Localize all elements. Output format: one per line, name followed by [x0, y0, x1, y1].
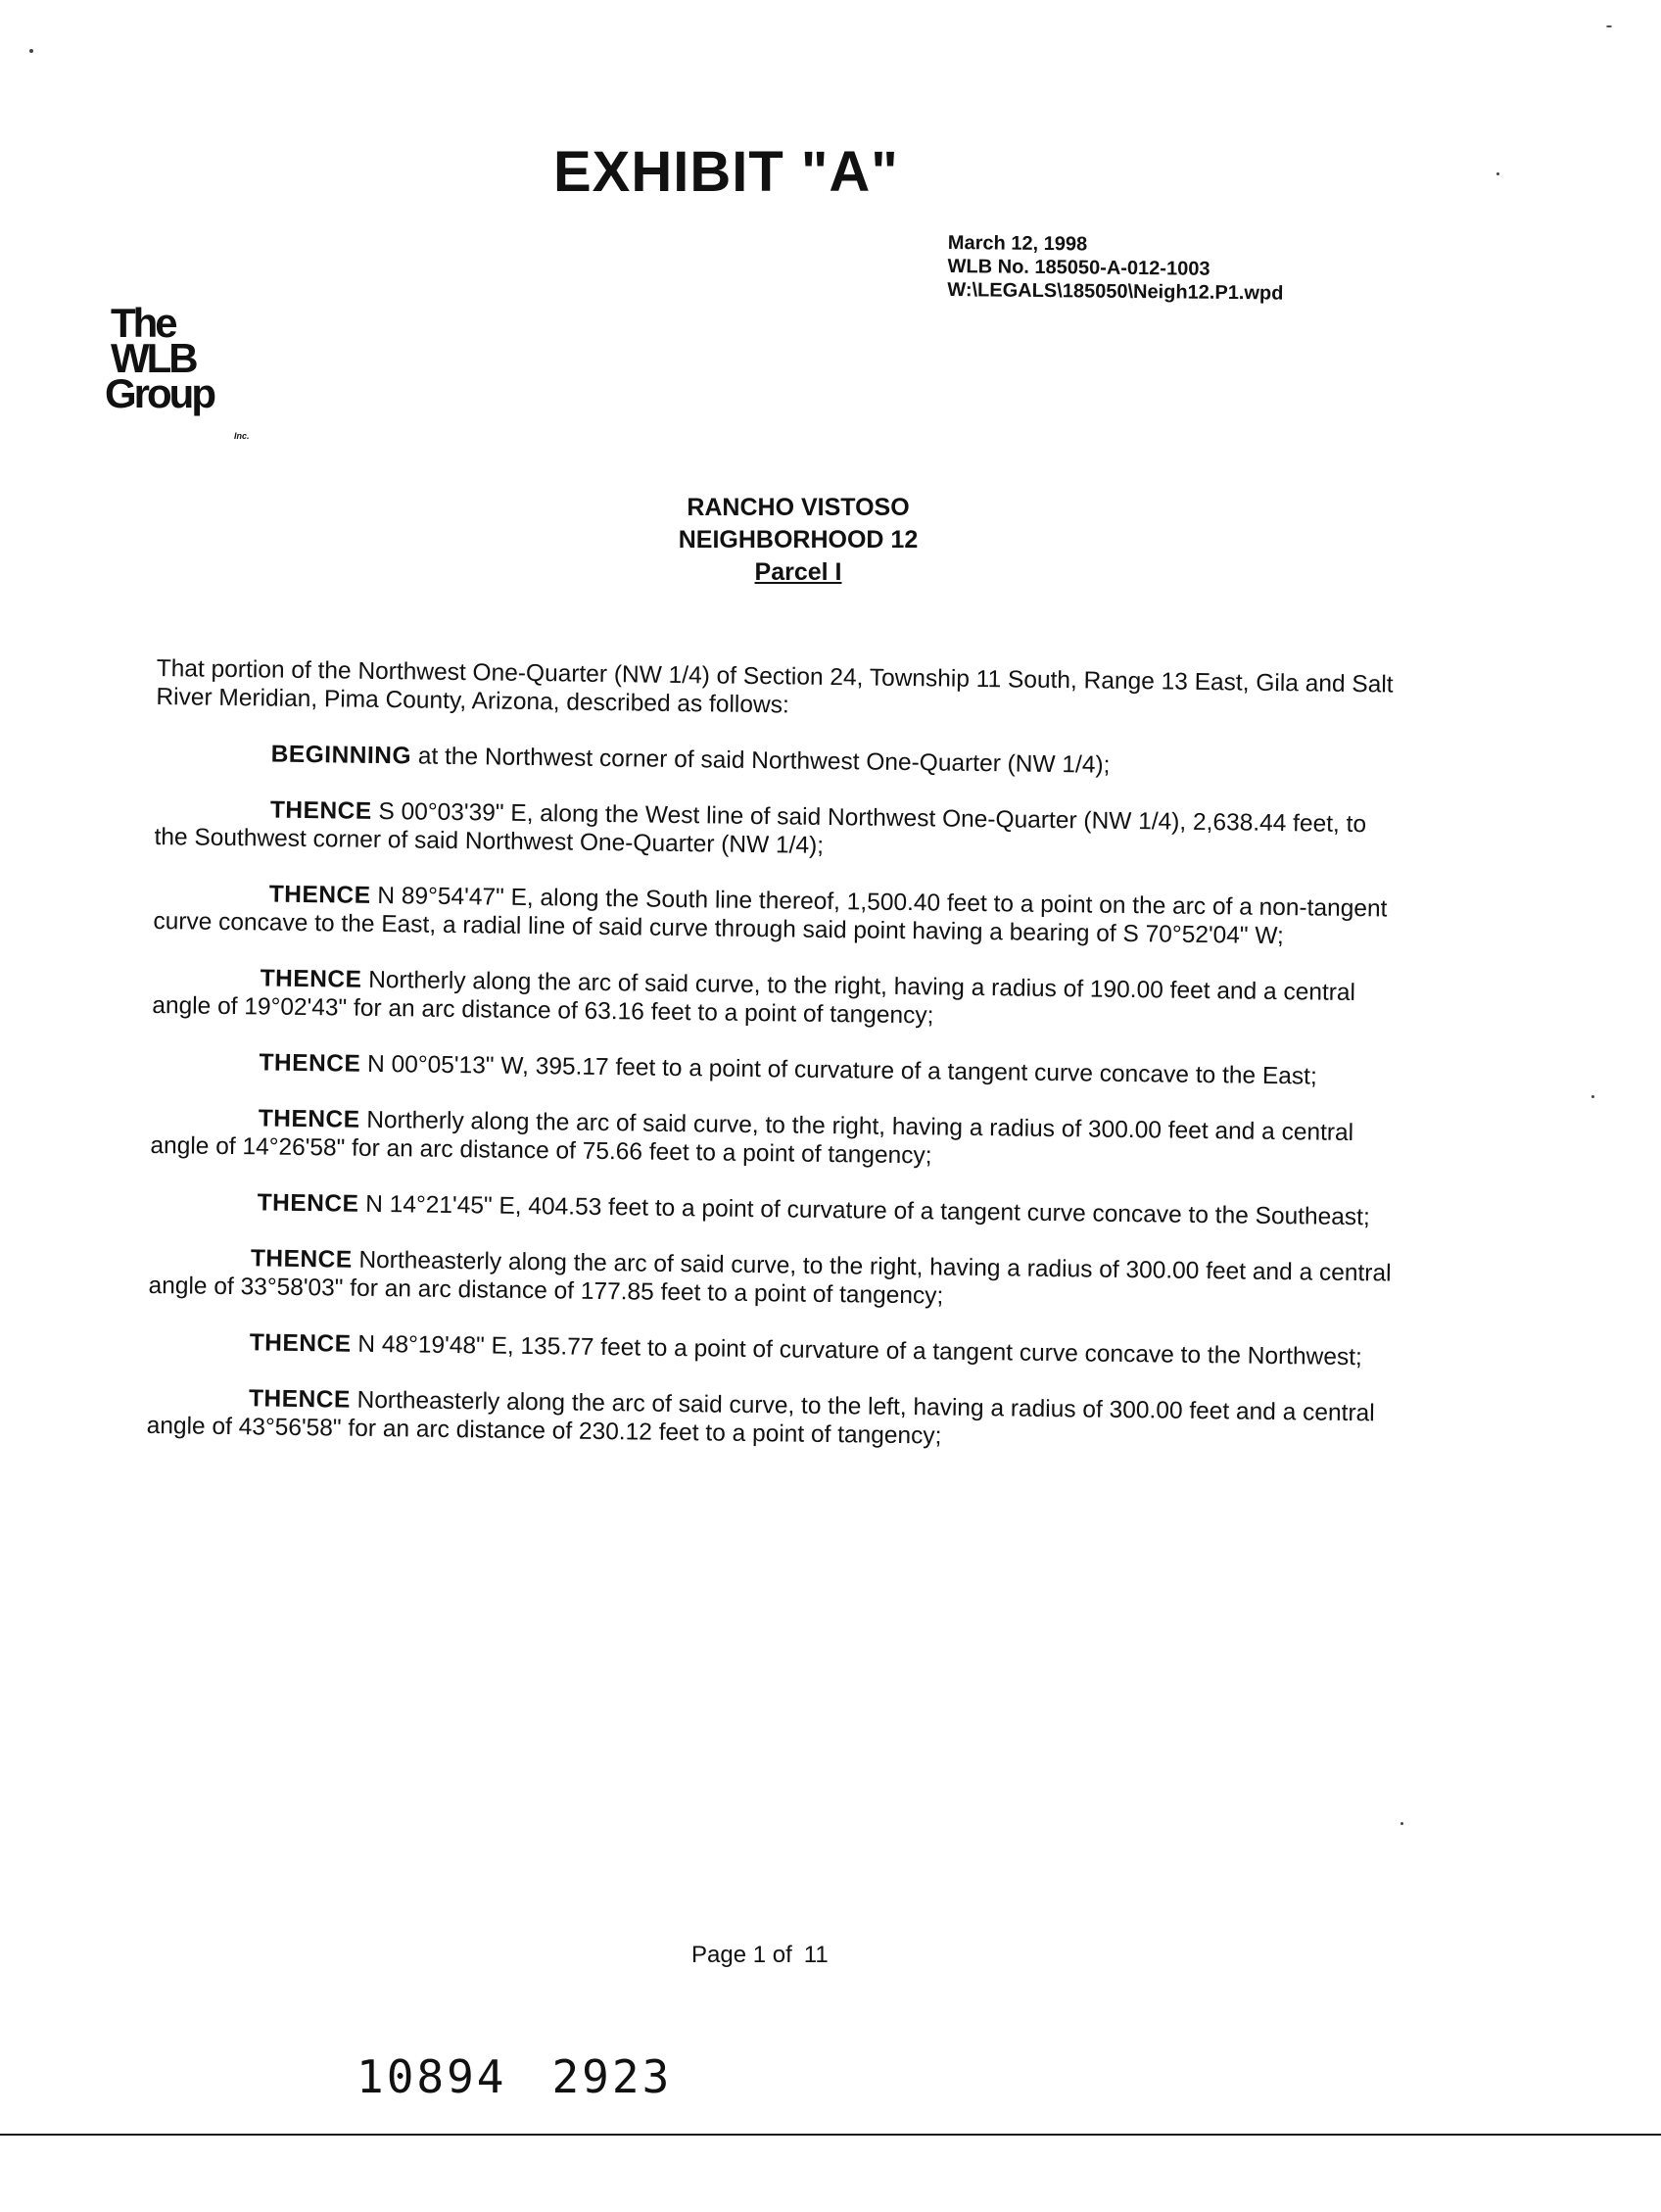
paragraph-lead: THENCE: [260, 965, 362, 993]
paragraph-text: N 14°21'45" E, 404.53 feet to a point of curvature of a tangent curve concave to the Southeast;: [358, 1190, 1370, 1231]
file-path: W:\LEGALS\185050\Neigh12.P1.wpd: [947, 278, 1284, 305]
scan-speck: [1496, 172, 1499, 175]
recording-stamp: [356, 2050, 672, 2103]
heading-project: RANCHO VISTOSO: [687, 494, 910, 521]
page-total: 11: [803, 1942, 829, 1968]
paragraph: [148, 1243, 1393, 1317]
scan-speck: [1591, 1095, 1594, 1098]
parcel-heading: [588, 492, 1009, 589]
paragraph: [156, 654, 1400, 728]
paragraph-lead: THENCE: [268, 881, 371, 909]
logo-suffix: Inc.: [234, 431, 250, 441]
paragraph-text: Northeasterly along the arc of said curve, to the right, having a radius of 300.00 feet and a central angle of 33°58'03" for an arc distance of 177.85 feet to a point of tangency;: [148, 1246, 1392, 1310]
logo-line-group: Group: [105, 370, 214, 416]
paragraph-text: Northerly along the arc of said curve, to the right, having a radius of 190.00 feet and a central angle of 19°02'43" for an arc distance of 63.16 feet to a point of tangency;: [152, 966, 1356, 1030]
wlb-group-logo: [105, 300, 252, 443]
scan-speck: [29, 49, 33, 53]
paragraph-text: S 00°03'39" E, along the West line of said Northwest One-Quarter (NW 1/4), 2,638.44 feet, to the Southwest corner of said Northwest One-Quarter (NW 1/4);: [154, 797, 1367, 859]
paragraph-lead: THENCE: [269, 796, 372, 825]
paragraph: [147, 1383, 1392, 1457]
paragraph: [153, 879, 1398, 952]
recording-book: 10894: [356, 2050, 507, 2103]
document-meta: [947, 231, 1284, 306]
page-label: Page 1 of: [691, 1942, 792, 1968]
paragraph-lead: THENCE: [249, 1329, 352, 1358]
paragraph-lead: THENCE: [258, 1105, 360, 1133]
paragraph: [155, 739, 1399, 784]
paragraph-text: Northerly along the arc of said curve, to the right, having a radius of 300.00 feet and a central angle of 14°26'58" for an arc distance of 75.66 feet to a point of tangency;: [150, 1106, 1354, 1170]
recording-page: 2923: [551, 2050, 673, 2103]
paragraph-lead: BEGINNING: [270, 741, 412, 770]
paragraph: [150, 1103, 1395, 1177]
paragraph: [148, 1327, 1392, 1372]
heading-parcel: Parcel I: [754, 558, 842, 586]
wlb-number: WLB No. 185050-A-012-1003: [947, 255, 1210, 280]
paragraph: [151, 1047, 1395, 1092]
document-date: March 12, 1998: [947, 231, 1088, 256]
paragraph: [154, 794, 1399, 868]
paragraph-text: Northeasterly along the arc of said curve, to the left, having a radius of 300.00 feet and a central angle of 43°56'58" for an arc distance of 230.12 feet to a point of tangency;: [146, 1386, 1375, 1450]
paragraph-text: That portion of the Northwest One-Quarter (NW 1/4) of Section 24, Township 11 South, Range 13 East, Gila and Salt River Meridian, Pima County, Arizona, described as follows:: [156, 654, 1394, 719]
paragraph-lead: THENCE: [250, 1245, 353, 1274]
exhibit-title: EXHIBIT "A": [553, 140, 899, 204]
heading-neighborhood: NEIGHBORHOOD 12: [678, 526, 919, 553]
legal-description: [146, 654, 1400, 1484]
paragraph: [149, 1187, 1393, 1232]
page-number: [691, 1942, 829, 1969]
scan-speck: [1400, 1822, 1403, 1825]
paragraph-text: at the Northwest corner of said Northwest One-Quarter (NW 1/4);: [410, 743, 1111, 779]
paragraph-text: N 89°54'47" E, along the South line thereof, 1,500.40 feet to a point on the arc of a non-tangent curve concave to the East, a radial line of said curve through said point having a bearing of S 70°52'04" W;: [153, 882, 1388, 950]
paragraph-text: N 00°05'13" W, 395.17 feet to a point of curvature of a tangent curve concave to the East;: [360, 1050, 1317, 1090]
paragraph-lead: THENCE: [257, 1189, 359, 1218]
logo-line-wlb: WLB: [111, 335, 196, 381]
scan-speck: [1606, 25, 1612, 27]
paragraph-text: N 48°19'48" E, 135.77 feet to a point of curvature of a tangent curve concave to the Northwest;: [351, 1330, 1363, 1371]
logo-line-the: The: [111, 300, 175, 346]
paragraph: [152, 963, 1397, 1036]
bottom-rule: [0, 2134, 1661, 2136]
paragraph-lead: THENCE: [259, 1049, 361, 1078]
paragraph-lead: THENCE: [248, 1385, 351, 1414]
